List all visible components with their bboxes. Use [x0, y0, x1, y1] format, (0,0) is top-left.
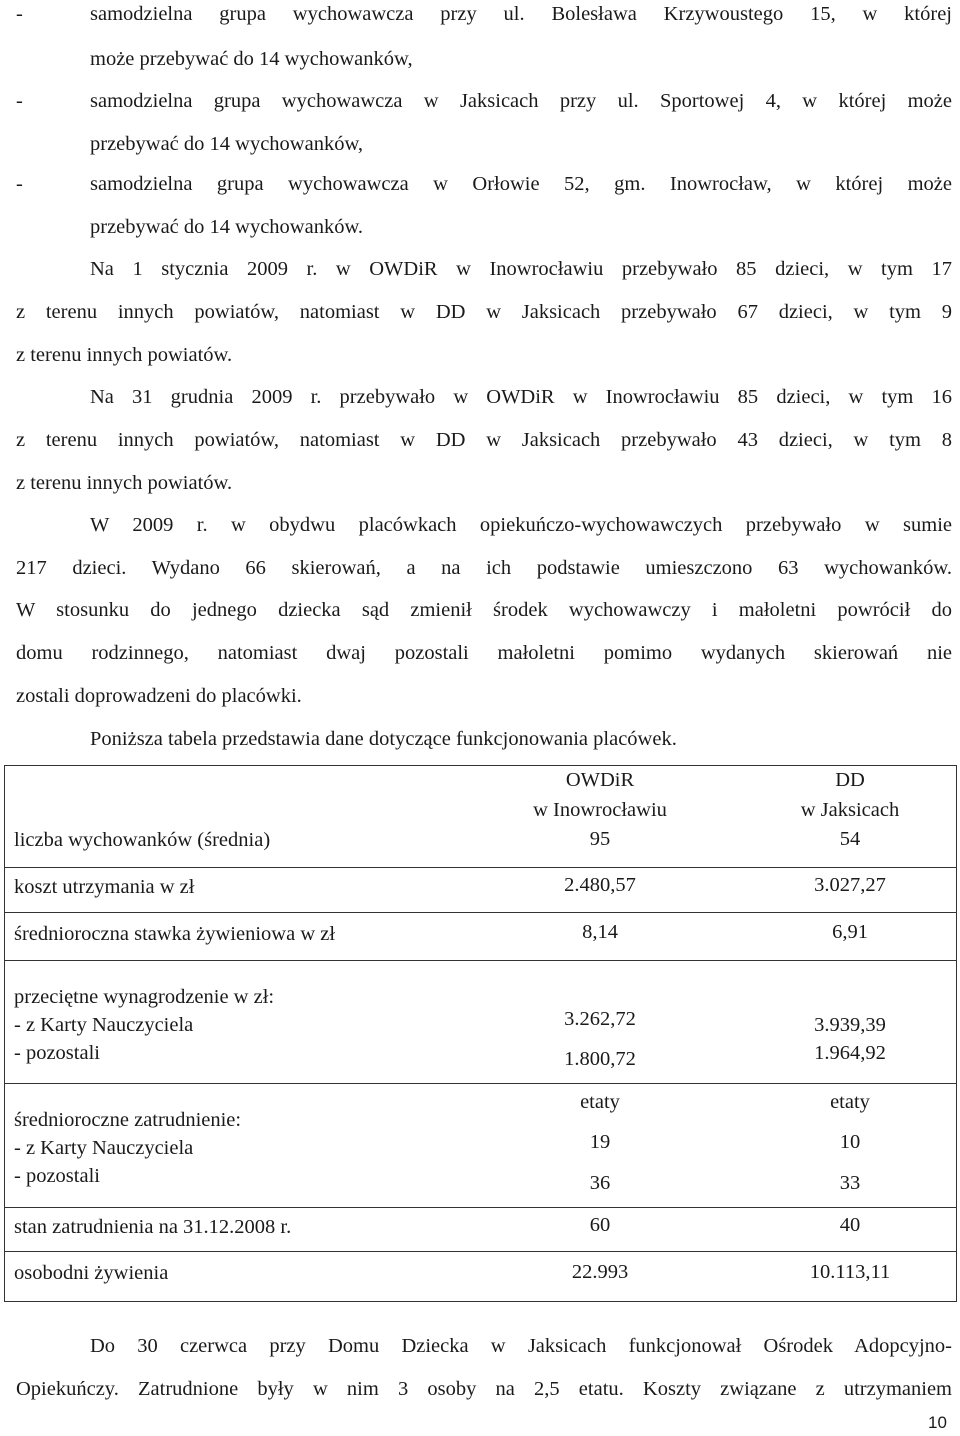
table-border-top	[4, 765, 957, 766]
page-number: 10	[928, 1413, 947, 1432]
table-row-divider	[4, 1207, 957, 1208]
cell-owdir: 36	[589, 1172, 611, 1194]
cell-dd: 33	[839, 1172, 861, 1194]
cell-dd-unit: etaty	[830, 1091, 870, 1113]
column-header-dd-location: w Jaksicach	[800, 799, 900, 821]
row-label-stan-zatrudnienia: stan zatrudnienia na 31.12.2008 r.	[14, 1216, 292, 1238]
paragraph-2-line-1: Na 31 grudnia 2009 r. przebywało w OWDiR w Inowrocławiu 85 dzieci, w tym 16	[90, 386, 952, 408]
cell-owdir: 2.480,57	[564, 874, 636, 896]
cell-owdir: 19	[589, 1131, 611, 1153]
paragraph-3-line-2: 217 dzieci. Wydano 66 skierowań, a na ich podstawie umieszczono 63 wychowanków.	[16, 557, 952, 579]
row-label-liczba-wychowankow: liczba wychowanków (średnia)	[14, 829, 271, 851]
cell-owdir-unit: etaty	[580, 1091, 620, 1113]
row-sublabel-pozostali: - pozostali	[14, 1042, 100, 1064]
paragraph-1-line-2: z terenu innych powiatów, natomiast w DD w Jaksicach przebywało 67 dzieci, w tym 9	[16, 301, 952, 323]
paragraph-5-line-1: Do 30 czerwca przy Domu Dziecka w Jaksicach funkcjonował Ośrodek Adopcyjno-	[90, 1335, 952, 1357]
row-label-osobodni-zywienia: osobodni żywienia	[14, 1262, 169, 1284]
cell-dd: 10.113,11	[809, 1261, 891, 1283]
cell-dd: 3.027,27	[814, 874, 886, 896]
paragraph-2-line-3: z terenu innych powiatów.	[16, 472, 233, 494]
cell-owdir: 3.262,72	[564, 1008, 636, 1030]
paragraph-2-line-2: z terenu innych powiatów, natomiast w DD w Jaksicach przebywało 43 dzieci, w tym 8	[16, 429, 952, 451]
row-sublabel-karta-nauczyciela: - z Karty Nauczyciela	[14, 1014, 194, 1036]
list-dash-2: -	[16, 90, 23, 112]
list-item-2-line-2: przebywać do 14 wychowanków,	[90, 133, 364, 155]
list-dash-1: -	[16, 3, 23, 25]
row-label-wynagrodzenie: przeciętne wynagrodzenie w zł:	[14, 986, 275, 1008]
list-item-3-line-2: przebywać do 14 wychowanków.	[90, 216, 364, 238]
cell-owdir: 8,14	[582, 921, 618, 943]
list-item-1-line-2: może przebywać do 14 wychowanków,	[90, 48, 413, 70]
list-dash-3: -	[16, 173, 23, 195]
cell-dd: 6,91	[832, 921, 868, 943]
cell-dd: 10	[839, 1131, 861, 1153]
paragraph-4-line-1: Poniższa tabela przedstawia dane dotyczące funkcjonowania placówek.	[90, 728, 677, 750]
paragraph-3-line-5: zostali doprowadzeni do placówki.	[16, 685, 302, 707]
paragraph-3-line-4: domu rodzinnego, natomiast dwaj pozostali małoletni pomimo wydanych skierowań nie	[16, 642, 952, 664]
table-row-divider	[4, 912, 957, 913]
list-item-2-line-1: samodzielna grupa wychowawcza w Jaksicach przy ul. Sportowej 4, w której może	[90, 90, 952, 112]
paragraph-1-line-1: Na 1 stycznia 2009 r. w OWDiR w Inowrocławiu przebywało 85 dzieci, w tym 17	[90, 258, 952, 280]
row-sublabel-karta-nauczyciela: - z Karty Nauczyciela	[14, 1137, 194, 1159]
row-sublabel-pozostali: - pozostali	[14, 1165, 100, 1187]
paragraph-3-line-1: W 2009 r. w obydwu placówkach opiekuńczo-wychowawczych przebywało w sumie	[90, 514, 952, 536]
list-item-1-line-1: samodzielna grupa wychowawcza przy ul. Bolesława Krzywoustego 15, w której	[90, 3, 952, 25]
table-border-left	[4, 765, 5, 1301]
row-label-stawka-zywieniowa: średnioroczna stawka żywieniowa w zł	[14, 923, 336, 945]
table-row-divider	[4, 960, 957, 961]
cell-dd: 40	[839, 1214, 861, 1236]
cell-dd: 3.939,39	[814, 1014, 886, 1036]
cell-owdir: 60	[589, 1214, 611, 1236]
cell-owdir: 95	[589, 828, 611, 850]
cell-owdir: 1.800,72	[564, 1048, 636, 1070]
cell-dd: 1.964,92	[814, 1042, 886, 1064]
paragraph-5-line-2: Opiekuńczy. Zatrudnione były w nim 3 osoby na 2,5 etatu. Koszty związane z utrzymaniem	[16, 1378, 952, 1400]
column-header-dd: DD	[835, 769, 865, 791]
cell-dd: 54	[839, 828, 861, 850]
table-row-divider	[4, 1251, 957, 1252]
table-row-divider	[4, 1083, 957, 1084]
row-label-zatrudnienie: średnioroczne zatrudnienie:	[14, 1109, 242, 1131]
column-header-owdir-location: w Inowrocławiu	[533, 799, 667, 821]
list-item-3-line-1: samodzielna grupa wychowawcza w Orłowie 52, gm. Inowrocław, w której może	[90, 173, 952, 195]
cell-owdir: 22.993	[571, 1261, 629, 1283]
table-border-right	[956, 765, 957, 1301]
row-label-koszt-utrzymania: koszt utrzymania w zł	[14, 876, 195, 898]
table-border-bottom	[4, 1301, 957, 1302]
paragraph-1-line-3: z terenu innych powiatów.	[16, 344, 233, 366]
table-row-divider	[4, 867, 957, 868]
paragraph-3-line-3: W stosunku do jednego dziecka sąd zmienił środek wychowawczy i małoletni powrócił do	[16, 599, 952, 621]
column-header-owdir: OWDiR	[565, 769, 635, 791]
